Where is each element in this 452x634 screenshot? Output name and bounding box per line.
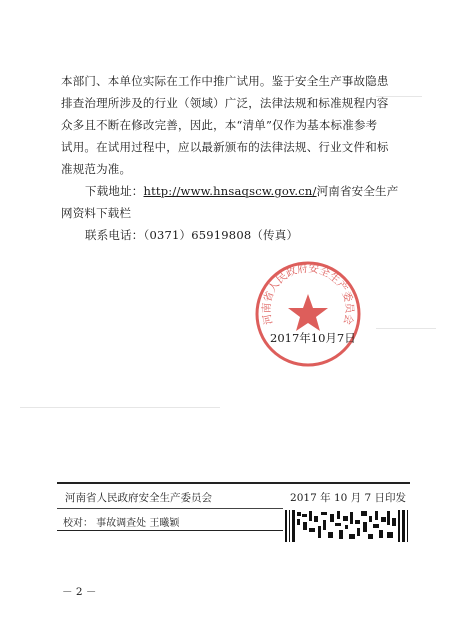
seal-text: 河南省人民政府安全生产委员会: [260, 262, 356, 326]
body-line: 试用。在试用过程中，应以最新颁布的法律法规、行业文件和标: [61, 140, 389, 154]
seal-date: 2017年10月7日: [270, 331, 356, 345]
barcode-icon: [283, 508, 410, 544]
download-line-2: 网资料下载栏: [61, 206, 132, 220]
download-suffix: 河南省安全生产: [316, 184, 399, 198]
footer-issuer-row: [57, 490, 410, 505]
download-paragraph: [61, 180, 399, 246]
body-line: 本部门、本单位实际在工作中推广试用。鉴于安全生产事故隐患: [61, 74, 389, 88]
footer-proofread: 校对： 事故调查处 王曦颖: [63, 518, 180, 529]
download-line: [61, 180, 399, 202]
body-line: 众多且不断在修改完善，因此，本“清单”仅作为基本标准参考: [61, 118, 378, 132]
download-link[interactable]: http://www.hnsaqscw.gov.cn/: [143, 184, 317, 198]
official-seal-icon: [252, 258, 364, 370]
body-line: 准规范为准。: [61, 162, 132, 176]
phone-line: 联系电话：（0371）65919808（传真）: [85, 228, 299, 242]
download-label: 下载地址：: [85, 184, 144, 198]
body-paragraph: [61, 70, 391, 180]
seal-star-icon: [288, 294, 328, 331]
page-number: － 2 －: [62, 586, 97, 598]
scan-artifact: [376, 328, 436, 329]
footer-print-date: 2017 年 10 月 7 日印发: [290, 492, 406, 504]
scan-artifact: [20, 407, 220, 408]
footer-issuer: 河南省人民政府安全生产委员会: [65, 492, 212, 504]
body-line: 排查治理所涉及的行业（领域）广泛，法律法规和标准规程内容: [61, 96, 389, 110]
